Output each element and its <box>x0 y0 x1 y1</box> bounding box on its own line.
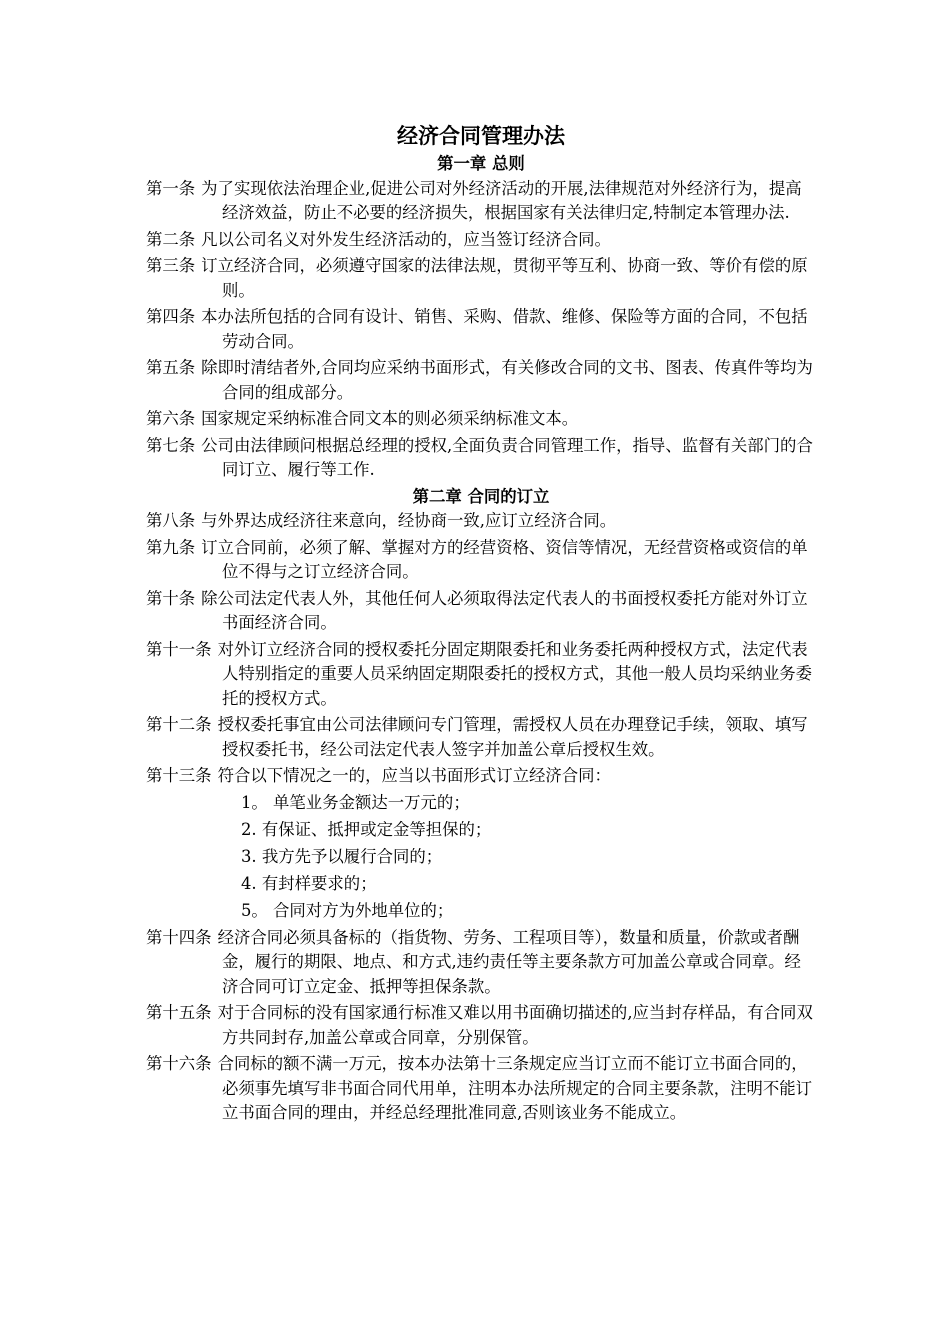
article-text: 与外界达成经济往来意向，经协商一致,应订立经济合同。 <box>201 511 617 530</box>
article-label: 第五条 <box>146 358 196 377</box>
article-text: 除即时清结者外,合同均应采纳书面形式，有关修改合同的文书、图表、传真件等均为合同的组成部分。 <box>201 358 813 402</box>
document-title: 经济合同管理办法 <box>397 123 565 148</box>
list-item: 3. 我方先予以履行合同的； <box>241 846 443 866</box>
article-label: 第十四条 <box>146 927 212 947</box>
article <box>146 536 816 585</box>
article-label: 第十二条 <box>146 715 212 734</box>
chapter-heading: 第二章 合同的订立 <box>412 486 550 506</box>
article-text: 国家规定采纳标准合同文本的则必须采纳标准文本。 <box>201 409 579 428</box>
article-label: 第二条 <box>146 229 196 249</box>
chapter-heading: 第一章 总则 <box>437 154 525 173</box>
condition-list <box>146 791 816 924</box>
article-label: 第九条 <box>146 537 196 557</box>
list-item: 2. 有保证、抵押或定金等担保的； <box>241 819 492 839</box>
article-text: 合同标的额不满一万元，按本办法第十三条规定应当订立而不能订立书面合同的，必须事先填写非书面合同代用单，注明本办法所规定的合同主要条款，注明不能订立书面合同的理由，并经总经理批准同意,否则该业务不能成立。 <box>217 1054 813 1122</box>
article <box>146 764 816 789</box>
article-label: 第六条 <box>146 409 196 428</box>
article <box>146 228 816 253</box>
article-label: 第十一条 <box>146 639 212 659</box>
list-item: 1。 单笔业务金额达一万元的； <box>241 792 470 812</box>
article <box>146 305 816 354</box>
article <box>146 434 816 483</box>
article-label: 第七条 <box>146 435 196 455</box>
article <box>146 926 816 1000</box>
article-text: 为了实现依法治理企业,促进公司对外经济活动的开展,法律规范对外经济行为，提高经济效益，防止不必要的经济损失，根据国家有关法律归定,特制定本管理办法. <box>201 178 802 222</box>
article-label: 第四条 <box>146 307 196 326</box>
article <box>146 638 816 712</box>
article-text: 除公司法定代表人外，其他任何人必须取得法定代表人的书面授权委托方能对外订立书面经济合同。 <box>201 588 808 632</box>
article <box>146 356 816 405</box>
article-label: 第八条 <box>146 511 196 530</box>
article-text: 本办法所包括的合同有设计、销售、采购、借款、维修、保险等方面的合同，不包括劳动合同。 <box>201 307 808 351</box>
document-page <box>146 121 816 1128</box>
article-label: 第十五条 <box>146 1003 212 1022</box>
article-text: 凡以公司名义对外发生经济活动的，应当签订经济合同。 <box>201 229 611 249</box>
article <box>146 587 816 636</box>
article-text: 符合以下情况之一的，应当以书面形式订立经济合同： <box>217 766 611 785</box>
article-text: 订立合同前，必须了解、掌握对方的经营资格、资信等情况，无经营资格或资信的单位不得与之订立经济合同。 <box>201 537 808 581</box>
article <box>146 1052 816 1126</box>
article <box>146 254 816 303</box>
article-label: 第十条 <box>146 588 196 608</box>
article <box>146 713 816 762</box>
article-label: 第三条 <box>146 256 196 275</box>
article <box>146 177 816 226</box>
article-label: 第十三条 <box>146 766 212 785</box>
article <box>146 1001 816 1050</box>
chapters-container <box>146 152 816 1126</box>
article-text: 订立经济合同，必须遵守国家的法律法规，贯彻平等互利、协商一致、等价有偿的原则。 <box>201 256 808 300</box>
article <box>146 509 816 534</box>
list-item: 5。 合同对方为外地单位的； <box>241 900 454 920</box>
article-text: 授权委托事宜由公司法律顾问专门管理，需授权人员在办理登记手续，领取、填写授权委托书，经公司法定代表人签字并加盖公章后授权生效。 <box>217 715 808 759</box>
article-label: 第一条 <box>146 178 196 198</box>
article-text: 对外订立经济合同的授权委托分固定期限委托和业务委托两种授权方式，法定代表人特别指定的重要人员采纳固定期限委托的授权方式，其他一般人员均采纳业务委托的授权方式。 <box>217 639 813 708</box>
article <box>146 407 816 432</box>
article-label: 第十六条 <box>146 1054 212 1073</box>
list-item: 4. 有封样要求的； <box>241 873 377 893</box>
article-text: 经济合同必须具备标的（指货物、劳务、工程项目等），数量和质量，价款或者酬金，履行的期限、地点、和方式,违约责任等主要条款方可加盖公章或合同章。经济合同可订立定金、抵押等担保条款。 <box>217 927 801 996</box>
article-text: 公司由法律顾问根据总经理的授权,全面负责合同管理工作，指导、监督有关部门的合同订立、履行等工作. <box>201 435 813 479</box>
article-text: 对于合同标的没有国家通行标准又难以用书面确切描述的,应当封存样品，有合同双方共同封存,加盖公章或合同章，分别保管。 <box>217 1003 813 1047</box>
